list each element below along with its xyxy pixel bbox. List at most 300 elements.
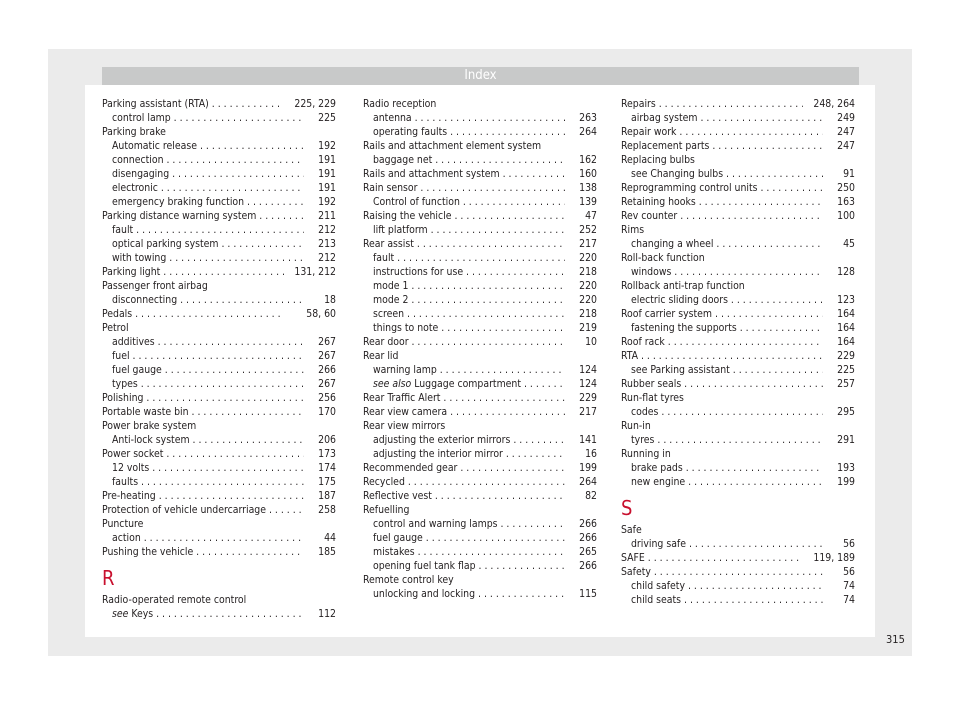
- entry-text: disengaging: [112, 168, 170, 180]
- entry-text: Pushing the vehicle: [102, 546, 194, 558]
- entry-text: Repair work: [621, 126, 677, 138]
- page-reference[interactable]: 247: [833, 125, 855, 139]
- entry-term: [102, 97, 284, 111]
- entry-term: [631, 167, 823, 181]
- entry-text: Safety: [621, 566, 651, 578]
- page-reference[interactable]: 193: [833, 461, 855, 475]
- entry-text: operating faults: [373, 126, 448, 138]
- entry-text: Keys: [131, 608, 154, 620]
- entry-text: optical parking system: [112, 238, 219, 250]
- page-reference[interactable]: 191: [314, 167, 336, 181]
- index-entry: [621, 139, 855, 153]
- page-reference[interactable]: 266: [575, 559, 597, 573]
- entry-term: [631, 537, 823, 551]
- entry-term: [102, 209, 304, 223]
- index-entry: [102, 405, 336, 419]
- index-column-1: [102, 97, 336, 621]
- index-subentry: [363, 153, 597, 167]
- page-reference[interactable]: 218: [575, 307, 597, 321]
- page-reference[interactable]: 10: [581, 335, 597, 349]
- entry-term: [363, 419, 597, 433]
- entry-term: [112, 195, 304, 209]
- entry-term: [363, 405, 565, 419]
- index-entry: [363, 391, 597, 405]
- index-entry: [621, 181, 855, 195]
- index-entry: [621, 195, 855, 209]
- index-subentry: [363, 251, 597, 265]
- page-reference[interactable]: 175: [314, 475, 336, 489]
- entry-text: warning lamp: [373, 364, 437, 376]
- page-reference[interactable]: 267: [314, 349, 336, 363]
- page-reference[interactable]: 213: [314, 237, 336, 251]
- entry-text: Parking light: [102, 266, 161, 278]
- entry-term: [102, 279, 336, 293]
- entry-text: Control of function: [373, 196, 460, 208]
- index-subentry: [621, 265, 855, 279]
- entry-text: lift platform: [373, 224, 428, 236]
- page-reference[interactable]: 74: [839, 593, 855, 607]
- entry-term: [373, 223, 565, 237]
- page-reference[interactable]: 229: [833, 349, 855, 363]
- entry-text: electric sliding doors: [631, 294, 728, 306]
- entry-term: [112, 335, 304, 349]
- index-subentry: [102, 293, 336, 307]
- entry-text: changing a wheel: [631, 238, 714, 250]
- index-subentry: [621, 405, 855, 419]
- entry-term: [373, 111, 565, 125]
- page-reference[interactable]: 212: [314, 251, 336, 265]
- index-entry: [621, 377, 855, 391]
- index-subentry: [621, 579, 855, 593]
- index-entry: [102, 447, 336, 461]
- page-reference[interactable]: 250: [833, 181, 855, 195]
- entry-text: see Changing bulbs: [631, 168, 724, 180]
- entry-text: fault: [373, 252, 395, 264]
- entry-text: emergency braking function: [112, 196, 245, 208]
- entry-term: [102, 419, 336, 433]
- page-reference[interactable]: 267: [314, 377, 336, 391]
- entry-text: types: [112, 378, 138, 390]
- entry-term: [102, 405, 304, 419]
- index-entry: [621, 565, 855, 579]
- entry-text: Pedals: [102, 308, 133, 320]
- entry-term: [102, 489, 304, 503]
- entry-text: Run-in: [621, 420, 651, 432]
- entry-text: Rails and attachment system: [363, 168, 500, 180]
- index-entry: [363, 167, 597, 181]
- entry-term: [373, 125, 565, 139]
- entry-term: [102, 391, 304, 405]
- index-entry: [102, 489, 336, 503]
- index-subentry: [363, 223, 597, 237]
- entry-term: [102, 545, 304, 559]
- entry-text: Rims: [621, 224, 645, 236]
- page-reference[interactable]: 123: [833, 293, 855, 307]
- entry-term: [621, 419, 855, 433]
- page-reference[interactable]: 219: [575, 321, 597, 335]
- page-reference[interactable]: 295: [833, 405, 855, 419]
- entry-text: adjusting the interior mirror: [373, 448, 503, 460]
- index-entry: [102, 265, 336, 279]
- page-reference[interactable]: 267: [314, 335, 336, 349]
- entry-term: [631, 265, 823, 279]
- page-reference[interactable]: 18: [320, 293, 336, 307]
- page-reference[interactable]: 185: [314, 545, 336, 559]
- page-reference[interactable]: 248, 264: [809, 97, 855, 111]
- entry-term: [631, 461, 823, 475]
- entry-term: [621, 523, 855, 537]
- entry-text: baggage net: [373, 154, 433, 166]
- entry-text: Rain sensor: [363, 182, 418, 194]
- entry-term: [363, 237, 565, 251]
- entry-term: [621, 139, 823, 153]
- page-reference[interactable]: 163: [833, 195, 855, 209]
- index-entry: [102, 279, 336, 293]
- entry-text: driving safe: [631, 538, 686, 550]
- entry-text: Automatic release: [112, 140, 197, 152]
- index-subentry: [363, 447, 597, 461]
- entry-term: [631, 321, 823, 335]
- entry-term: [373, 265, 565, 279]
- index-entry: [621, 279, 855, 293]
- page-reference[interactable]: 119, 189: [809, 551, 855, 565]
- index-entry: [621, 251, 855, 265]
- index-entry: [621, 335, 855, 349]
- entry-text: Rear view camera: [363, 406, 448, 418]
- entry-term: [112, 139, 304, 153]
- index-subentry: [102, 153, 336, 167]
- page-reference[interactable]: 174: [314, 461, 336, 475]
- page-reference[interactable]: 16: [581, 447, 597, 461]
- index-subentry: [363, 531, 597, 545]
- index-entry: [363, 489, 597, 503]
- index-entry: [363, 139, 597, 153]
- entry-term: [373, 279, 565, 293]
- entry-term: [621, 251, 855, 265]
- entry-text: Power brake system: [102, 420, 197, 432]
- page-reference[interactable]: 258: [314, 503, 336, 517]
- entry-text: Rear door: [363, 336, 409, 348]
- entry-text: Recycled: [363, 476, 405, 488]
- page-reference[interactable]: 263: [575, 111, 597, 125]
- entry-text: Parking assistant (RTA): [102, 98, 209, 110]
- page-reference[interactable]: 160: [575, 167, 597, 181]
- index-entry: [621, 97, 855, 111]
- entry-term: [363, 503, 597, 517]
- entry-term: [112, 607, 304, 621]
- entry-text: Retaining hooks: [621, 196, 696, 208]
- index-entry: [621, 307, 855, 321]
- entry-term: [112, 433, 304, 447]
- entry-text: connection: [112, 154, 164, 166]
- entry-term: [631, 293, 823, 307]
- page-reference[interactable]: 44: [320, 531, 336, 545]
- entry-term: [621, 279, 855, 293]
- page-reference[interactable]: 91: [839, 167, 855, 181]
- entry-term: [363, 209, 565, 223]
- index-entry: [621, 419, 855, 433]
- page-reference[interactable]: 291: [833, 433, 855, 447]
- page-reference[interactable]: 131, 212: [290, 265, 336, 279]
- entry-text: codes: [631, 406, 659, 418]
- page-reference[interactable]: 218: [575, 265, 597, 279]
- page-reference[interactable]: 124: [575, 377, 597, 391]
- entry-term: [621, 551, 803, 565]
- index-entry: [621, 523, 855, 537]
- index-subentry: [102, 349, 336, 363]
- entry-term: [631, 593, 823, 607]
- entry-text: Refuelling: [363, 504, 410, 516]
- entry-text: Puncture: [102, 518, 144, 530]
- index-subentry: [621, 475, 855, 489]
- page-reference[interactable]: 199: [575, 461, 597, 475]
- page-reference[interactable]: 47: [581, 209, 597, 223]
- entry-text: action: [112, 532, 141, 544]
- page-reference[interactable]: 56: [839, 537, 855, 551]
- index-entry: [621, 349, 855, 363]
- page-reference[interactable]: 128: [833, 265, 855, 279]
- entry-term: [363, 335, 565, 349]
- page-reference[interactable]: 266: [575, 517, 597, 531]
- page-reference[interactable]: 256: [314, 391, 336, 405]
- page-reference[interactable]: 112: [314, 607, 336, 621]
- entry-text: child safety: [631, 580, 685, 592]
- page-reference[interactable]: 162: [575, 153, 597, 167]
- page-reference[interactable]: 56: [839, 565, 855, 579]
- entry-text: Petrol: [102, 322, 129, 334]
- entry-text: mode 2: [373, 294, 409, 306]
- entry-text: Rollback anti-trap function: [621, 280, 745, 292]
- index-subentry: [102, 531, 336, 545]
- index-entry: [102, 545, 336, 559]
- entry-term: [112, 349, 304, 363]
- entry-text: Rails and attachment element system: [363, 140, 542, 152]
- entry-term: [102, 265, 284, 279]
- page-reference[interactable]: 247: [833, 139, 855, 153]
- index-subentry: [363, 293, 597, 307]
- index-entry: [621, 209, 855, 223]
- see-reference: see: [112, 608, 129, 620]
- page-reference[interactable]: 199: [833, 475, 855, 489]
- entry-text: Parking distance warning system: [102, 210, 257, 222]
- page-reference[interactable]: 220: [575, 251, 597, 265]
- index-subentry: [363, 111, 597, 125]
- page-reference[interactable]: 124: [575, 363, 597, 377]
- see-reference: see also: [373, 378, 412, 390]
- page-reference[interactable]: 264: [575, 475, 597, 489]
- entry-text: new engine: [631, 476, 686, 488]
- index-subentry: [621, 167, 855, 181]
- page-reference[interactable]: 211: [314, 209, 336, 223]
- entry-text: Parking brake: [102, 126, 166, 138]
- entry-text: Passenger front airbag: [102, 280, 208, 292]
- entry-term: [621, 377, 823, 391]
- index-subentry: [102, 223, 336, 237]
- entry-text: fastening the supports: [631, 322, 737, 334]
- index-subentry: [363, 265, 597, 279]
- page-reference[interactable]: 249: [833, 111, 855, 125]
- page-reference[interactable]: 138: [575, 181, 597, 195]
- entry-text: see Parking assistant: [631, 364, 730, 376]
- page-reference[interactable]: 266: [575, 531, 597, 545]
- entry-term: [363, 139, 597, 153]
- index-entry: [363, 405, 597, 419]
- index-entry: [621, 153, 855, 167]
- page-reference[interactable]: 164: [833, 307, 855, 321]
- entry-text: Power socket: [102, 448, 164, 460]
- entry-text: instructions for use: [373, 266, 464, 278]
- entry-text: Polishing: [102, 392, 144, 404]
- entry-term: [621, 195, 823, 209]
- entry-text: child seats: [631, 594, 682, 606]
- page-reference[interactable]: 141: [575, 433, 597, 447]
- index-subentry: [363, 125, 597, 139]
- page-reference[interactable]: 257: [833, 377, 855, 391]
- entry-text: fault: [112, 224, 134, 236]
- page-reference[interactable]: 229: [575, 391, 597, 405]
- page-reference[interactable]: 115: [575, 587, 597, 601]
- index-subentry: [363, 307, 597, 321]
- page-reference[interactable]: 164: [833, 321, 855, 335]
- index-subentry: [621, 363, 855, 377]
- entry-text: mode 1: [373, 280, 409, 292]
- entry-term: [112, 111, 304, 125]
- entry-text: airbag system: [631, 112, 698, 124]
- page-reference[interactable]: 100: [833, 209, 855, 223]
- index-subentry: [363, 545, 597, 559]
- index-column-2: [363, 97, 597, 601]
- index-entry: [363, 97, 597, 111]
- page-reference[interactable]: 264: [575, 125, 597, 139]
- page-reference[interactable]: 170: [314, 405, 336, 419]
- index-subentry: [363, 321, 597, 335]
- page-reference[interactable]: 220: [575, 293, 597, 307]
- entry-text: Pre-heating: [102, 490, 156, 502]
- entry-text: SAFE: [621, 552, 645, 564]
- index-subentry: [621, 237, 855, 251]
- entry-term: [373, 587, 565, 601]
- page-reference[interactable]: 192: [314, 139, 336, 153]
- entry-text: Radio-operated remote control: [102, 594, 247, 606]
- page-reference[interactable]: 217: [575, 405, 597, 419]
- page-reference[interactable]: 225: [314, 111, 336, 125]
- entry-term: [112, 237, 304, 251]
- entry-term: [373, 307, 565, 321]
- index-subentry: [102, 251, 336, 265]
- page-reference[interactable]: 206: [314, 433, 336, 447]
- page-reference[interactable]: 58, 60: [302, 307, 336, 321]
- index-subentry: [102, 237, 336, 251]
- index-entry: [621, 447, 855, 461]
- entry-term: [621, 181, 823, 195]
- entry-term: [621, 391, 855, 405]
- index-subentry: [102, 363, 336, 377]
- entry-term: [363, 391, 565, 405]
- page-reference[interactable]: 82: [581, 489, 597, 503]
- page-reference[interactable]: 191: [314, 153, 336, 167]
- entry-term: [363, 349, 597, 363]
- entry-term: [363, 97, 597, 111]
- entry-term: [373, 433, 565, 447]
- entry-text: Radio reception: [363, 98, 437, 110]
- index-entry: [102, 593, 336, 607]
- entry-term: [112, 363, 304, 377]
- index-entry: [621, 391, 855, 405]
- index-entry: [102, 321, 336, 335]
- page-reference[interactable]: 212: [314, 223, 336, 237]
- entry-term: [363, 475, 565, 489]
- page-reference[interactable]: 220: [575, 279, 597, 293]
- entry-term: [373, 545, 565, 559]
- entry-text: Roll-back function: [621, 252, 705, 264]
- entry-text: Rear view mirrors: [363, 420, 446, 432]
- index-subentry: [363, 195, 597, 209]
- entry-term: [631, 475, 823, 489]
- page-reference[interactable]: 266: [314, 363, 336, 377]
- entry-text: Repairs: [621, 98, 656, 110]
- index-subentry: [102, 111, 336, 125]
- entry-text: mistakes: [373, 546, 415, 558]
- page-reference[interactable]: 265: [575, 545, 597, 559]
- index-entry: [363, 419, 597, 433]
- entry-term: [631, 237, 823, 251]
- page-reference[interactable]: 164: [833, 335, 855, 349]
- entry-text: Portable waste bin: [102, 406, 189, 418]
- entry-text: with towing: [112, 252, 167, 264]
- page-reference[interactable]: 139: [575, 195, 597, 209]
- page-reference[interactable]: 225, 229: [290, 97, 336, 111]
- index-subentry: [102, 377, 336, 391]
- index-entry: [102, 503, 336, 517]
- entry-term: [363, 573, 597, 587]
- entry-text: Replacement parts: [621, 140, 710, 152]
- page-reference[interactable]: 187: [314, 489, 336, 503]
- entry-term: [621, 307, 823, 321]
- index-subentry: [363, 433, 597, 447]
- page-reference[interactable]: 45: [839, 237, 855, 251]
- entry-term: [112, 475, 304, 489]
- entry-term: [112, 251, 304, 265]
- page-reference[interactable]: 192: [314, 195, 336, 209]
- page-reference[interactable]: 225: [833, 363, 855, 377]
- page-reference[interactable]: 74: [839, 579, 855, 593]
- index-entry: [363, 335, 597, 349]
- entry-term: [373, 293, 565, 307]
- index-column-3: [621, 97, 855, 607]
- entry-text: unlocking and locking: [373, 588, 476, 600]
- entry-text: Rear lid: [363, 350, 399, 362]
- entry-term: [373, 447, 565, 461]
- entry-term: [102, 447, 304, 461]
- index-entry: [363, 475, 597, 489]
- entry-term: [621, 349, 823, 363]
- index-subentry: [102, 475, 336, 489]
- page-reference[interactable]: 173: [314, 447, 336, 461]
- page-reference[interactable]: 252: [575, 223, 597, 237]
- entry-text: faults: [112, 476, 139, 488]
- entry-text: Recommended gear: [363, 462, 458, 474]
- page-reference[interactable]: 217: [575, 237, 597, 251]
- entry-term: [102, 503, 304, 517]
- entry-text: Safe: [621, 524, 642, 536]
- entry-text: Running in: [621, 448, 671, 460]
- index-entry: [102, 391, 336, 405]
- entry-term: [112, 223, 304, 237]
- entry-text: Raising the vehicle: [363, 210, 452, 222]
- page-reference[interactable]: 191: [314, 181, 336, 195]
- index-entry: [102, 517, 336, 531]
- entry-term: [112, 377, 304, 391]
